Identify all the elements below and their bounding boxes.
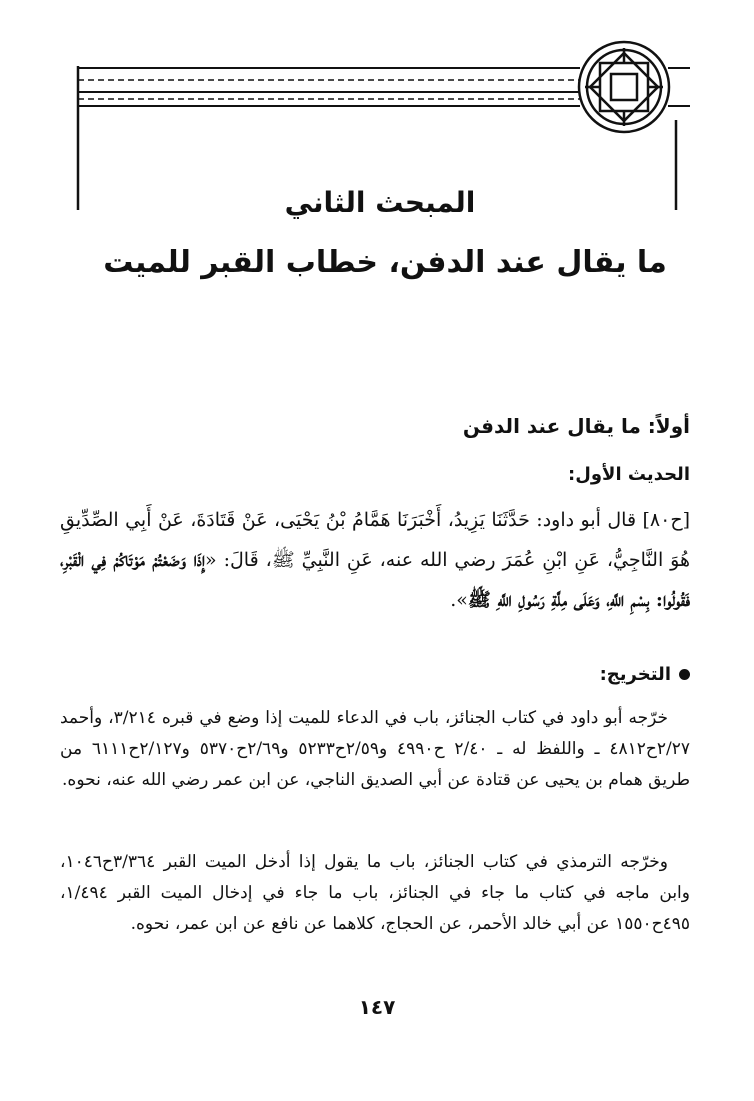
star-ornament-icon [579, 42, 669, 132]
hadith-closing: ». [450, 589, 468, 611]
section-heading: أولاً: ما يقال عند الدفن [462, 414, 690, 438]
chapter-subtitle: ما يقال عند الدفن، خطاب القبر للميت [103, 245, 667, 280]
hadith-prophet-words: إِذَا وَضَعْتُمْ مَوْتَاكُمْ فِي الْقَبْرِ، فَقُولُوا: بِسْمِ اللَّهِ، وَعَلَى مِلَّةِ رَسُولِ اللَّهِ ﷺ [60, 549, 690, 611]
hadith-label: الحديث الأول: [568, 464, 690, 485]
bullet-icon [679, 669, 690, 680]
takhrij-paragraph: خرّجه أبو داود في كتاب الجنائز، باب في الدعاء للميت إذا وضع في قبره ٣/٢١٤، وأحمد ٢/٢٧ح٤٨١٢ ـ واللفظ له ـ ٢/٤٠ ح٤٩٩٠ و٢/٥٩ح٥٢٣٣ و٢/٦٩ح٥٣٧٠ و٢/١٢٧ح٦١١١ من طريق همام بن يحيى عن قتادة عن أبي الصديق الناجي، عن ابن عمر رضي الله عنه، نحوه. [60, 708, 690, 790]
hadith-chain: [ح٨٠] قال أبو داود: حَدَّثَنَا يَزِيدُ، أَخْبَرَنَا هَمَّامُ بْنُ يَحْيَى، عَنْ قَتَادَةَ، عَنْ أَبِي الصِّدِّيقِ هُوَ النَّاجِيُّ، عَنِ ابْنِ عُمَرَ رضي الله عنه، عَنِ النَّبِيِّ ﷺ، قَالَ: « [60, 509, 690, 571]
takhrij-heading-label: التخريج: [599, 664, 671, 685]
chapter-title: المبحث الثاني [284, 186, 476, 219]
takhrij-heading [600, 664, 690, 685]
takhrij-paragraph: وخرّجه الترمذي في كتاب الجنائز، باب ما يقول إذا أدخل الميت القبر ٣/٣٦٤ح١٠٤٦، وابن ماجه في كتاب ما جاء في الجنائز، باب ما جاء في إدخال الميت القبر ١/٤٩٤، ٤٩٥ح١٥٥٠ عن أبي خالد الأحمر، عن الحجاج، كلاهما عن نافع عن ابن عمر، نحوه. [60, 852, 690, 934]
hadith-text [60, 500, 690, 620]
page-number: ١٤٧ [358, 995, 396, 1019]
